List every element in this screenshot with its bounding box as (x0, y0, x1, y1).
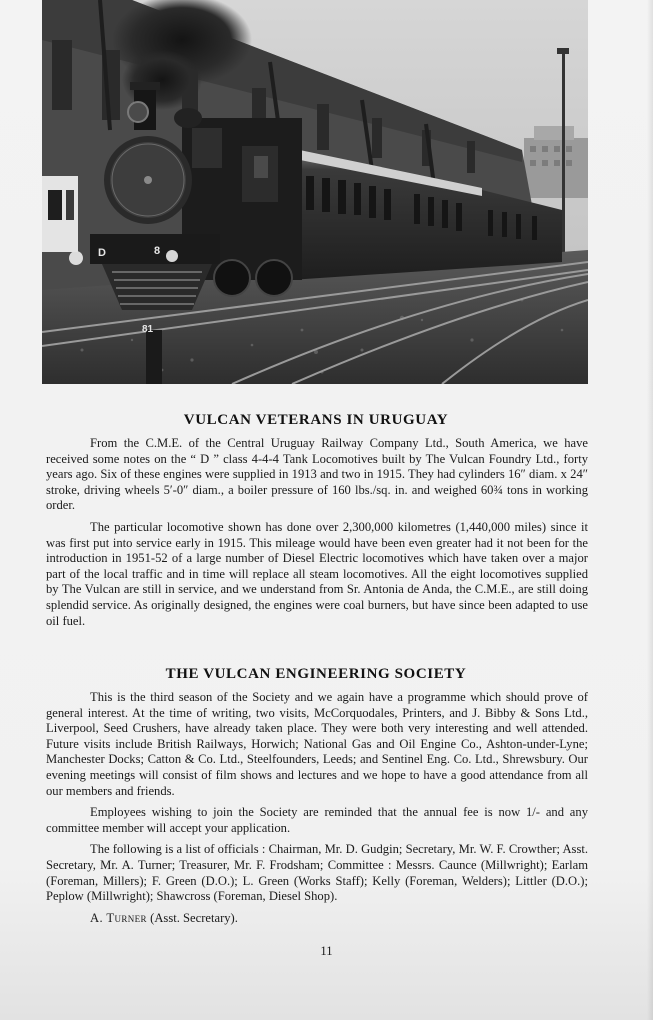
society-body (46, 690, 588, 932)
article-paragraph: The particular locomotive shown has done over 2,300,000 kilometres (1,440,000 miles) since it was first put into service early in 1915. This mileage would have been even greater had it not been for the introduction in 1951-52 of a large number of Diesel Electric locomotives which have taken over a major part of the local traffic and in time will replace all steam locomotives. All the eight locomotives supplied by The Vulcan are still in service, and we understand from Sr. Antonia de Anda, the C.M.E., are still doing splendid service. As originally designed, the engines were coal burners, but have since been adapted to use oil fuel. (46, 519, 588, 628)
loco-class-marking: D (98, 247, 106, 259)
locomotive-photo-drawing (42, 0, 588, 384)
society-paragraph: Employees wishing to join the Society are reminded that the annual fee is now 1/- and any committee member will accept your application. (46, 805, 588, 835)
post-number-marking: 81 (142, 324, 154, 335)
article-heading: VULCAN VETERANS IN URUGUAY (183, 412, 449, 428)
article-paragraph: From the C.M.E. of the Central Uruguay Railway Company Ltd., South America, we have received some notes on the “ D ” class 4-4-4 Tank Locomotives built by The Vulcan Foundry Ltd., forty years ago. Six of these engines were supplied in 1913 and two in 1915. They had cylinders 16″ diam. x 24″ stroke, driving wheels 5′-0″ diam., a boiler pressure of 160 lbs./sq. in. and weighed 60¾ tons in working order. (46, 436, 588, 513)
loco-number-marking: 8 (154, 245, 161, 257)
society-paragraph: The following is a list of officials : Chairman, Mr. D. Gudgin; Secretary, Mr. W. F. Crowther; Asst. Secretary, Mr. A. Turner; Treasurer, Mr. F. Frodsham; Committee : Messrs. Caunce (Millwright); Earlam (Foreman, Millers); F. Green (D.O.); L. Green (Works Staff); Kelly (Foreman, Welders); Littler (D.O.); Peplow (Millwright); Shawcross (Foreman, Diesel Shop). (46, 842, 588, 904)
locomotive-photo (42, 0, 588, 384)
signature-role: (Asst. Secretary). (150, 910, 238, 925)
page-number: 11 (320, 944, 333, 958)
page-edge-shadow (647, 0, 653, 1020)
society-heading: THE VULCAN ENGINEERING SOCIETY (165, 666, 467, 682)
signature-name: A. Turner (90, 910, 147, 925)
society-paragraph: This is the third season of the Society and we again have a programme which should prove of general interest. At the time of writing, two visits, McCorquodales, Printers, and J. Bibby & Sons Ltd., Liverpool, Seed Crushers, have already taken place. They were both very interesting and well attended. Future visits include British Railways, Horwich; National Gas and Oil Engine Co., Ashton-under-Lyne; Manchester Docks; Catton & Co. Ltd., Steelfounders, Leeds; and Sentinel Eng. Co. Ltd., Shrewsbury. Our evening meetings will consist of film shows and lectures and we hope to have a good attendance from all our members and friends. (46, 690, 588, 798)
article-body (46, 436, 588, 635)
signature (46, 911, 588, 927)
